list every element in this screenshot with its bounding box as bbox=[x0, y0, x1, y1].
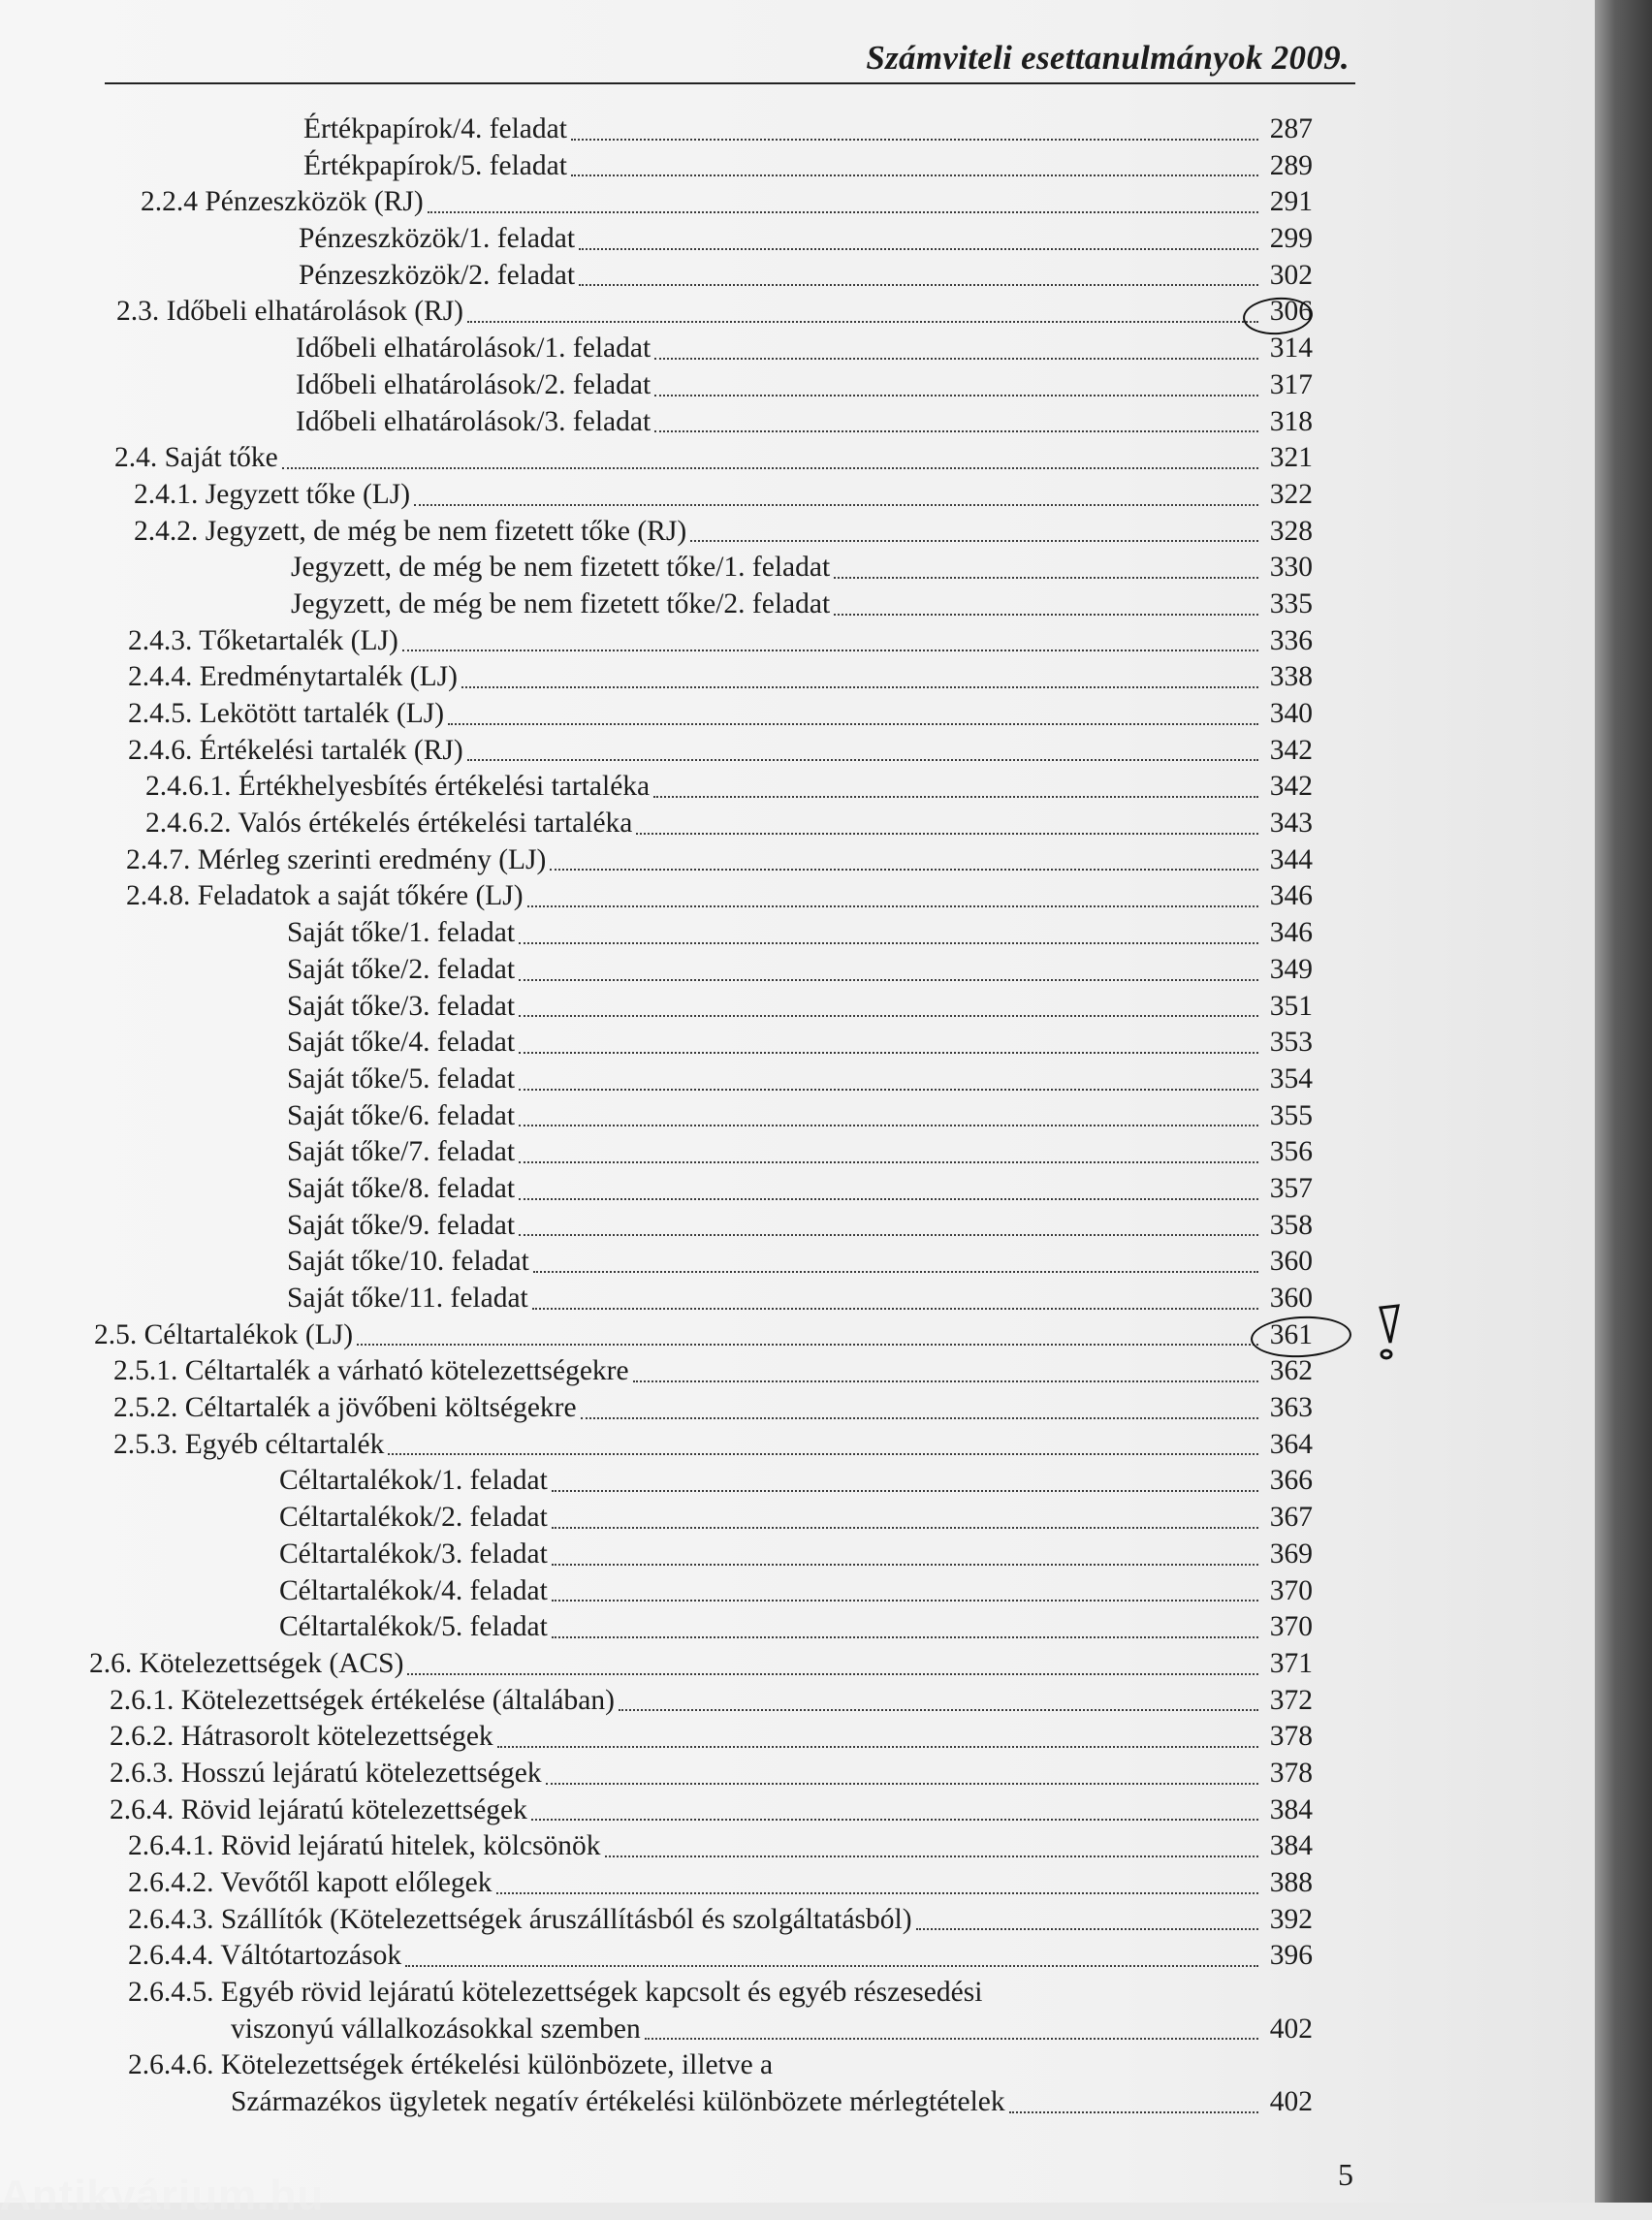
toc-entry-label: Értékpapírok/4. feladat bbox=[303, 113, 567, 144]
toc-entry-label: 2.6.4.4. Váltótartozások bbox=[128, 1940, 402, 1972]
toc-entry-page: 370 bbox=[1269, 1574, 1313, 1606]
table-of-contents bbox=[0, 111, 1595, 2121]
toc-leader-dots bbox=[546, 1746, 1258, 1785]
toc-entry-label: Céltartalékok/3. feladat bbox=[279, 1538, 548, 1570]
toc-leader-dots bbox=[834, 577, 1258, 616]
toc-leader-dots bbox=[527, 869, 1258, 907]
toc-entry-label: 2.4.6.2. Valós értékelés értékelési tartaléka bbox=[145, 808, 633, 840]
toc-entry-page: 335 bbox=[1269, 587, 1313, 619]
toc-entry-page: 318 bbox=[1269, 405, 1313, 437]
page-number: 5 bbox=[1338, 2157, 1353, 2192]
toc-entry-label: Saját tőke/6. feladat bbox=[287, 1099, 516, 1131]
toc-entry-page: 317 bbox=[1269, 368, 1313, 400]
toc-entry-label: Származékos ügyletek negatív értékelési különbözete mérlegtételek bbox=[231, 2086, 1005, 2118]
toc-entry-label: 2.5.2. Céltartalék a jövőbeni költségekre bbox=[113, 1392, 577, 1424]
toc-entry-page: 362 bbox=[1269, 1355, 1313, 1387]
toc-leader-dots bbox=[532, 1271, 1258, 1310]
toc-leader-dots bbox=[552, 1490, 1258, 1529]
toc-leader-dots bbox=[519, 1015, 1258, 1054]
toc-entry-page: 343 bbox=[1269, 808, 1313, 840]
toc-entry[interactable] bbox=[0, 2047, 1595, 2084]
toc-entry-label: Pénzeszközök/2. feladat bbox=[299, 259, 576, 291]
toc-entry-page: 351 bbox=[1269, 990, 1313, 1022]
toc-leader-dots bbox=[519, 1052, 1258, 1091]
toc-entry-label: Céltartalékok/5. feladat bbox=[279, 1611, 548, 1643]
toc-entry-page: 372 bbox=[1269, 1684, 1313, 1716]
toc-entry-label: 2.5.1. Céltartalék a várható kötelezettségekre bbox=[113, 1355, 629, 1387]
toc-leader-dots bbox=[519, 905, 1258, 944]
toc-entry-page: 340 bbox=[1269, 698, 1313, 729]
toc-entry-label: 2.4.4. Eredménytartalék (LJ) bbox=[128, 661, 458, 693]
toc-entry-page: 338 bbox=[1269, 661, 1313, 693]
toc-entry-label: Időbeli elhatárolások/1. feladat bbox=[296, 333, 651, 365]
toc-entry-page: 367 bbox=[1269, 1502, 1313, 1534]
toc-leader-dots bbox=[414, 467, 1258, 506]
toc-entry-page: 371 bbox=[1269, 1647, 1313, 1679]
toc-entry-label: Saját tőke/11. feladat bbox=[287, 1283, 528, 1314]
toc-entry-label: Saját tőke/1. feladat bbox=[287, 917, 516, 949]
toc-entry-page: 364 bbox=[1269, 1428, 1313, 1460]
toc-entry-label: Saját tőke/8. feladat bbox=[287, 1172, 516, 1204]
toc-leader-dots bbox=[552, 1527, 1258, 1566]
toc-entry-page: 306 bbox=[1269, 296, 1313, 328]
toc-leader-dots bbox=[653, 759, 1258, 798]
toc-entry-label: Értékpapírok/5. feladat bbox=[303, 149, 567, 181]
toc-entry-page: 378 bbox=[1269, 1757, 1313, 1789]
toc-entry-label: Céltartalékok/2. feladat bbox=[279, 1502, 548, 1534]
toc-entry-page: 361 bbox=[1269, 1318, 1313, 1350]
toc-entry-page: 384 bbox=[1269, 1793, 1313, 1825]
toc-leader-dots bbox=[834, 540, 1258, 579]
toc-entry-label: Jegyzett, de még be nem fizetett tőke/1. feladat bbox=[291, 552, 831, 584]
toc-entry-label: Saját tőke/3. feladat bbox=[287, 990, 516, 1022]
toc-leader-dots bbox=[654, 395, 1258, 433]
toc-leader-dots bbox=[531, 1783, 1258, 1822]
toc-leader-dots bbox=[519, 1161, 1258, 1200]
toc-leader-dots bbox=[654, 321, 1258, 360]
toc-leader-dots bbox=[407, 1636, 1258, 1675]
toc-leader-dots bbox=[579, 211, 1258, 250]
toc-entry-label: Időbeli elhatárolások/3. feladat bbox=[296, 405, 651, 437]
toc-leader-dots bbox=[633, 1344, 1258, 1382]
toc-entry-label: 2.4.1. Jegyzett tőke (LJ) bbox=[134, 478, 411, 510]
toc-entry-page: 314 bbox=[1269, 333, 1313, 365]
toc-entry-page: 360 bbox=[1269, 1246, 1313, 1278]
toc-entry-page: 356 bbox=[1269, 1136, 1313, 1168]
toc-entry[interactable] bbox=[0, 514, 1595, 551]
toc-entry-page: 392 bbox=[1269, 1903, 1313, 1935]
toc-entry-label: Saját tőke/9. feladat bbox=[287, 1209, 516, 1241]
toc-entry-page: 336 bbox=[1269, 624, 1313, 656]
toc-entry-page: 360 bbox=[1269, 1283, 1313, 1314]
toc-leader-dots bbox=[519, 1089, 1258, 1127]
toc-leader-dots bbox=[282, 430, 1258, 469]
toc-leader-dots bbox=[519, 942, 1258, 981]
toc-entry-label: 2.2.4 Pénzeszközök (RJ) bbox=[141, 186, 424, 218]
toc-entry-page: 354 bbox=[1269, 1062, 1313, 1094]
toc-entry-label: 2.6.4.5. Egyéb rövid lejáratú kötelezettségek kapcsolt és egyéb részesedési bbox=[128, 1977, 983, 2009]
page-edge-shadow bbox=[1595, 0, 1652, 2203]
toc-entry[interactable] bbox=[0, 550, 1595, 587]
toc-entry-label: Pénzeszközök/1. feladat bbox=[299, 223, 576, 255]
toc-entry-page: 358 bbox=[1269, 1209, 1313, 1241]
toc-entry[interactable] bbox=[0, 2084, 1595, 2121]
toc-entry-label: 2.6.4.1. Rövid lejáratú hitelek, kölcsönök bbox=[128, 1830, 601, 1862]
toc-leader-dots bbox=[619, 1673, 1258, 1712]
toc-entry-label: 2.4.3. Tőketartalék (LJ) bbox=[128, 624, 398, 656]
toc-entry-label: 2.4.7. Mérleg szerinti eredmény (LJ) bbox=[126, 843, 547, 875]
toc-leader-dots bbox=[402, 614, 1258, 652]
toc-leader-dots bbox=[605, 1819, 1259, 1857]
toc-entry-label: 2.4.6. Értékelési tartalék (RJ) bbox=[128, 734, 463, 766]
toc-entry-label: 2.6. Kötelezettségek (ACS) bbox=[89, 1647, 404, 1679]
toc-entry-page: 369 bbox=[1269, 1538, 1313, 1570]
toc-entry-label: 2.5. Céltartalékok (LJ) bbox=[94, 1318, 354, 1350]
toc-entry-label: Időbeli elhatárolások/2. feladat bbox=[296, 368, 651, 400]
toc-leader-dots bbox=[461, 650, 1258, 688]
toc-leader-dots bbox=[571, 102, 1258, 141]
toc-entry-label: 2.5.3. Egyéb céltartalék bbox=[113, 1428, 385, 1460]
toc-entry-page: 346 bbox=[1269, 917, 1313, 949]
watermark: Antikvárium.hu bbox=[0, 2172, 325, 2219]
toc-entry-label: Saját tőke/7. feladat bbox=[287, 1136, 516, 1168]
toc-entry-page: 321 bbox=[1269, 442, 1313, 474]
toc-leader-dots bbox=[428, 174, 1258, 213]
toc-entry-label: Saját tőke/10. feladat bbox=[287, 1246, 529, 1278]
toc-leader-dots bbox=[448, 686, 1258, 725]
toc-entry-page: 363 bbox=[1269, 1392, 1313, 1424]
toc-leader-dots bbox=[552, 1453, 1258, 1492]
toc-leader-dots bbox=[636, 796, 1258, 835]
toc-leader-dots bbox=[552, 1564, 1258, 1602]
toc-leader-dots bbox=[405, 1928, 1258, 1967]
toc-entry-label: 2.6.2. Hátrasorolt kötelezettségek bbox=[110, 1721, 493, 1753]
toc-entry-label: Céltartalékok/1. feladat bbox=[279, 1465, 548, 1497]
toc-entry-label: 2.6.3. Hosszú lejáratú kötelezettségek bbox=[110, 1757, 542, 1789]
running-header: Számviteli esettanulmányok 2009. bbox=[866, 39, 1350, 77]
toc-leader-dots bbox=[519, 1125, 1258, 1163]
toc-entry-page: 402 bbox=[1269, 2086, 1313, 2118]
toc-entry[interactable] bbox=[0, 1865, 1595, 1902]
toc-leader-dots bbox=[571, 139, 1258, 177]
toc-entry-label: 2.6.4. Rövid lejáratú kötelezettségek bbox=[110, 1793, 527, 1825]
toc-entry-label: 2.4.8. Feladatok a saját tőkére (LJ) bbox=[126, 880, 524, 912]
toc-leader-dots bbox=[497, 1709, 1258, 1748]
toc-entry-page: 287 bbox=[1269, 113, 1313, 144]
toc-entry-page: 342 bbox=[1269, 734, 1313, 766]
toc-entry-page: 402 bbox=[1269, 2013, 1313, 2045]
toc-entry-label: 2.4.5. Lekötött tartalék (LJ) bbox=[128, 698, 445, 729]
toc-leader-dots bbox=[533, 1234, 1258, 1273]
toc-entry-page: 344 bbox=[1269, 843, 1313, 875]
toc-entry-page: 357 bbox=[1269, 1172, 1313, 1204]
toc-entry-label: 2.4.6.1. Értékhelyesbítés értékelési tartaléka bbox=[145, 771, 651, 803]
toc-entry-page: 330 bbox=[1269, 552, 1313, 584]
toc-entry-page: 388 bbox=[1269, 1867, 1313, 1898]
toc-entry-label: 2.3. Időbeli elhatárolások (RJ) bbox=[116, 296, 464, 328]
toc-leader-dots bbox=[645, 2002, 1258, 2041]
toc-entry-label: Saját tőke/2. feladat bbox=[287, 953, 516, 985]
toc-leader-dots bbox=[550, 833, 1258, 872]
toc-entry-label: 2.6.4.2. Vevőtől kapott előlegek bbox=[128, 1867, 492, 1898]
handwritten-exclamation-icon bbox=[1373, 1304, 1406, 1362]
toc-entry[interactable] bbox=[0, 2012, 1595, 2048]
toc-entry-label: 2.6.1. Kötelezettségek értékelése (általában) bbox=[110, 1684, 615, 1716]
toc-leader-dots bbox=[519, 979, 1258, 1018]
toc-entry-page: 342 bbox=[1269, 771, 1313, 803]
toc-leader-dots bbox=[579, 248, 1258, 287]
toc-entry-label: 2.6.4.6. Kötelezettségek értékelési különbözete, illetve a bbox=[128, 2049, 774, 2081]
toc-entry-page: 370 bbox=[1269, 1611, 1313, 1643]
toc-entry-page: 328 bbox=[1269, 515, 1313, 547]
toc-entry[interactable] bbox=[0, 1938, 1595, 1975]
toc-entry-page: 289 bbox=[1269, 149, 1313, 181]
toc-entry-page: 291 bbox=[1269, 186, 1313, 218]
header-rule bbox=[105, 82, 1355, 84]
toc-entry-page: 355 bbox=[1269, 1099, 1313, 1131]
toc-entry-label: Saját tőke/5. feladat bbox=[287, 1062, 516, 1094]
toc-entry-label: Céltartalékok/4. feladat bbox=[279, 1574, 548, 1606]
toc-leader-dots bbox=[519, 1198, 1258, 1237]
toc-leader-dots bbox=[467, 284, 1258, 323]
toc-leader-dots bbox=[552, 1600, 1258, 1638]
toc-entry-label: 2.6.4.3. Szállítók (Kötelezettségek áruszállításból és szolgáltatásból) bbox=[128, 1903, 912, 1935]
toc-entry-page: 322 bbox=[1269, 478, 1313, 510]
toc-leader-dots bbox=[467, 723, 1258, 762]
toc-entry-page: 366 bbox=[1269, 1465, 1313, 1497]
toc-leader-dots bbox=[916, 1892, 1258, 1931]
toc-entry-page: 299 bbox=[1269, 223, 1313, 255]
toc-entry-page: 378 bbox=[1269, 1721, 1313, 1753]
toc-entry-label: viszonyú vállalkozásokkal szemben bbox=[231, 2013, 641, 2045]
toc-entry-page: 396 bbox=[1269, 1940, 1313, 1972]
toc-leader-dots bbox=[581, 1380, 1258, 1419]
toc-entry-label: 2.4.2. Jegyzett, de még be nem fizetett tőke (RJ) bbox=[134, 515, 687, 547]
toc-entry-page: 302 bbox=[1269, 259, 1313, 291]
toc-entry-label: 2.4. Saját tőke bbox=[114, 442, 278, 474]
toc-leader-dots bbox=[357, 1308, 1258, 1347]
toc-leader-dots bbox=[690, 504, 1258, 543]
toc-entry-label: Jegyzett, de még be nem fizetett tőke/2. feladat bbox=[291, 587, 831, 619]
toc-entry-page: 384 bbox=[1269, 1830, 1313, 1862]
toc-entry-label: Saját tőke/4. feladat bbox=[287, 1027, 516, 1059]
toc-leader-dots bbox=[496, 1855, 1258, 1894]
toc-entry-page: 349 bbox=[1269, 953, 1313, 985]
toc-leader-dots bbox=[654, 358, 1258, 396]
toc-leader-dots bbox=[1009, 2075, 1258, 2113]
toc-leader-dots bbox=[388, 1417, 1258, 1456]
toc-entry-page: 353 bbox=[1269, 1027, 1313, 1059]
toc-entry-page: 346 bbox=[1269, 880, 1313, 912]
